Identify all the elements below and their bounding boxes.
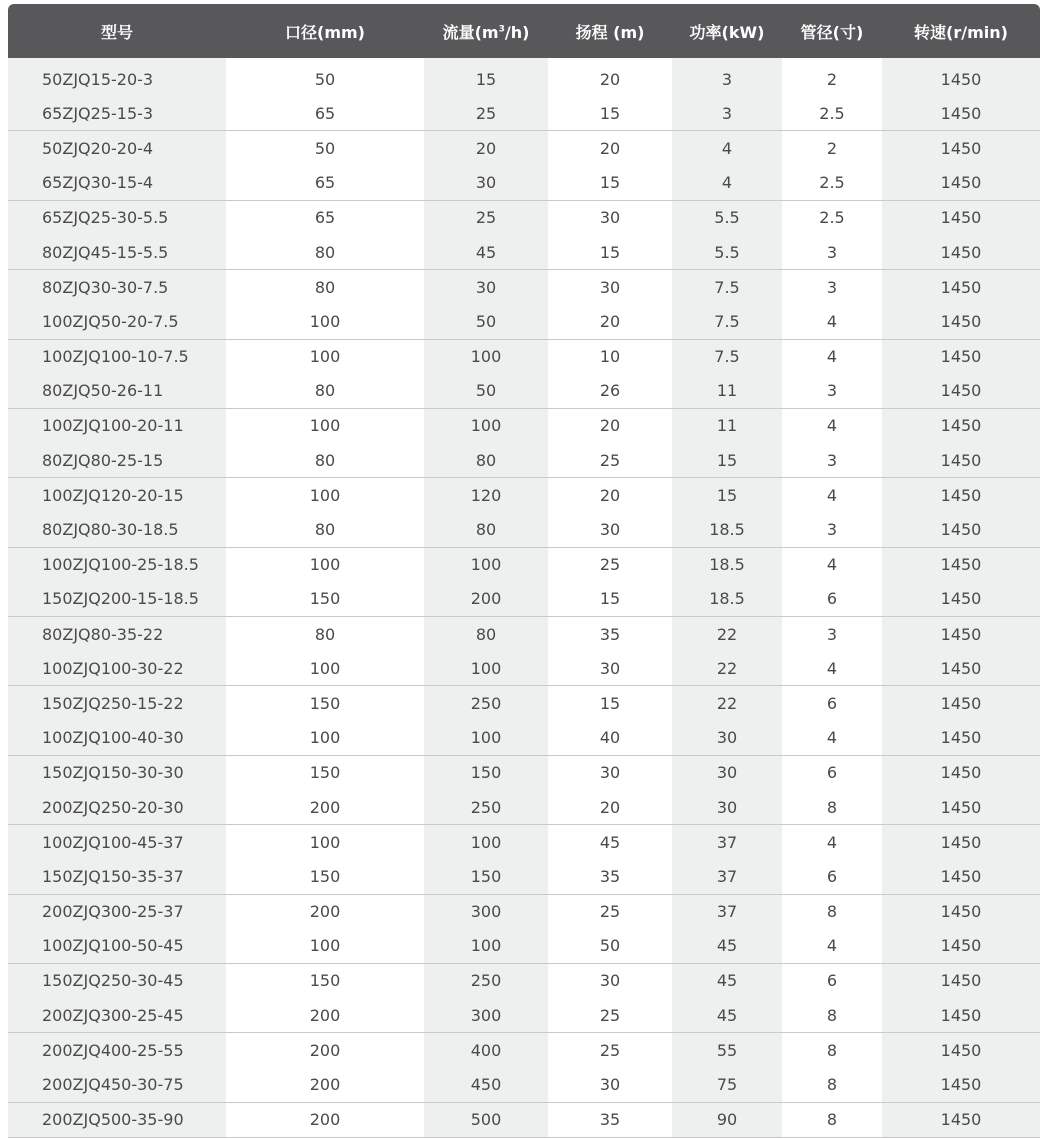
cell-flow: 200 (424, 582, 548, 617)
cell-pipe: 3 (782, 374, 882, 409)
cell-speed: 1450 (882, 1033, 1040, 1068)
cell-power: 18.5 (672, 582, 782, 617)
cell-model: 200ZJQ450-30-75 (8, 1067, 226, 1102)
cell-model: 200ZJQ300-25-37 (8, 894, 226, 929)
cell-pipe: 3 (826, 624, 838, 644)
cell-flow: 500 (424, 1102, 548, 1137)
cell-head: 30 (599, 763, 621, 783)
cell-diameter: 200 (226, 998, 424, 1033)
cell-speed: 1450 (882, 894, 1040, 929)
table-row (8, 374, 1040, 409)
table-row (8, 547, 1040, 582)
cell-model: 100ZJQ50-20-7.5 (8, 304, 226, 339)
cell-power: 18.5 (672, 512, 782, 547)
cell-model: 50ZJQ20-20-4 (8, 131, 226, 166)
cell-speed: 1450 (882, 96, 1040, 131)
table-row (8, 235, 1040, 270)
cell-pipe: 8 (782, 790, 882, 825)
cell-speed: 1450 (882, 235, 1040, 270)
cell-speed: 1450 (882, 651, 1040, 686)
cell-speed: 1450 (882, 270, 1040, 305)
cell-power: 30 (672, 755, 782, 790)
cell-pipe: 8 (782, 1067, 882, 1102)
cell-pipe: 3 (826, 277, 838, 297)
cell-diameter: 200 (226, 790, 424, 825)
cell-pipe: 2.5 (782, 96, 882, 131)
table-row (8, 512, 1040, 547)
cell-diameter: 100 (309, 347, 341, 367)
cell-diameter: 150 (226, 582, 424, 617)
cell-power: 45 (672, 929, 782, 964)
cell-model: 80ZJQ80-25-15 (8, 443, 226, 478)
cell-flow: 15 (424, 62, 548, 96)
cell-pipe: 8 (782, 1102, 882, 1137)
table-row (8, 617, 1040, 652)
cell-flow: 250 (424, 686, 548, 721)
cell-head: 25 (599, 555, 621, 575)
header-power: 功率(kW) (672, 4, 782, 58)
header-speed: 转速(r/min) (882, 4, 1040, 58)
table-row (8, 929, 1040, 964)
cell-head: 30 (548, 651, 672, 686)
header-model: 型号 (8, 4, 226, 58)
cell-head: 15 (548, 166, 672, 201)
cell-model: 100ZJQ100-25-18.5 (8, 547, 226, 582)
cell-speed: 1450 (882, 859, 1040, 894)
cell-diameter: 150 (309, 971, 341, 991)
cell-pipe: 8 (826, 902, 838, 922)
cell-power: 37 (672, 859, 782, 894)
cell-model: 80ZJQ45-15-5.5 (8, 235, 226, 270)
cell-pipe: 2.5 (782, 166, 882, 201)
cell-flow: 100 (424, 547, 548, 582)
table-body (8, 58, 1040, 1137)
table-row (8, 339, 1040, 374)
cell-speed: 1450 (882, 443, 1040, 478)
cell-diameter: 200 (309, 1040, 341, 1060)
cell-flow: 20 (424, 131, 548, 166)
cell-head: 15 (548, 582, 672, 617)
cell-head: 35 (548, 1102, 672, 1137)
cell-head: 45 (599, 832, 621, 852)
cell-diameter: 80 (226, 235, 424, 270)
cell-head: 20 (548, 790, 672, 825)
cell-flow: 300 (424, 998, 548, 1033)
cell-head: 20 (599, 69, 621, 89)
cell-speed: 1450 (882, 339, 1040, 374)
cell-speed: 1450 (882, 998, 1040, 1033)
cell-pipe: 4 (782, 651, 882, 686)
cell-speed: 1450 (882, 929, 1040, 964)
cell-model: 200ZJQ300-25-45 (8, 998, 226, 1033)
cell-diameter: 150 (226, 859, 424, 894)
cell-power: 15 (672, 478, 782, 513)
cell-model: 65ZJQ25-30-5.5 (8, 200, 226, 235)
cell-model: 80ZJQ50-26-11 (8, 374, 226, 409)
cell-model: 150ZJQ150-35-37 (8, 859, 226, 894)
cell-power: 11 (672, 374, 782, 409)
cell-flow: 25 (424, 200, 548, 235)
cell-diameter: 100 (226, 304, 424, 339)
cell-diameter: 80 (226, 374, 424, 409)
cell-power: 3 (672, 62, 782, 96)
cell-model: 200ZJQ400-25-55 (8, 1033, 226, 1068)
cell-diameter: 50 (314, 69, 336, 89)
cell-power: 45 (672, 998, 782, 1033)
cell-pipe: 4 (782, 304, 882, 339)
table-row (8, 304, 1040, 339)
table-row (8, 408, 1040, 443)
cell-speed: 1450 (882, 721, 1040, 756)
cell-power: 7.5 (672, 304, 782, 339)
table-row (8, 96, 1040, 131)
cell-model: 100ZJQ100-45-37 (8, 825, 226, 860)
cell-power: 22 (672, 651, 782, 686)
cell-flow: 150 (424, 755, 548, 790)
cell-head: 15 (599, 693, 621, 713)
table-row (8, 200, 1040, 235)
cell-model: 150ZJQ250-15-22 (8, 686, 226, 721)
cell-power: 55 (672, 1033, 782, 1068)
cell-flow: 100 (424, 825, 548, 860)
cell-pipe: 4 (826, 555, 838, 575)
cell-diameter: 65 (226, 166, 424, 201)
cell-head: 25 (548, 443, 672, 478)
cell-pipe: 3 (782, 235, 882, 270)
cell-speed: 1450 (882, 374, 1040, 409)
cell-head: 30 (599, 277, 621, 297)
cell-head: 50 (548, 929, 672, 964)
table-row (8, 582, 1040, 617)
table-row (8, 825, 1040, 860)
header-pipe: 管径(寸) (782, 4, 882, 58)
cell-diameter: 80 (226, 443, 424, 478)
cell-model: 100ZJQ100-50-45 (8, 929, 226, 964)
cell-pipe: 4 (826, 485, 838, 505)
cell-flow: 30 (424, 166, 548, 201)
cell-power: 4 (672, 166, 782, 201)
cell-flow: 400 (424, 1033, 548, 1068)
cell-flow: 50 (424, 374, 548, 409)
cell-pipe: 4 (826, 832, 838, 852)
cell-speed: 1450 (882, 547, 1040, 582)
cell-speed: 1450 (882, 755, 1040, 790)
cell-model: 100ZJQ100-30-22 (8, 651, 226, 686)
table-row (8, 270, 1040, 305)
cell-power: 30 (672, 790, 782, 825)
cell-speed: 1450 (882, 582, 1040, 617)
cell-head: 20 (599, 485, 621, 505)
cell-flow: 120 (424, 478, 548, 513)
cell-speed: 1450 (882, 512, 1040, 547)
cell-power: 75 (672, 1067, 782, 1102)
table-row (8, 62, 1040, 96)
cell-head: 26 (548, 374, 672, 409)
cell-speed: 1450 (882, 790, 1040, 825)
cell-pipe: 6 (826, 971, 838, 991)
table-row (8, 859, 1040, 894)
cell-power: 5.5 (672, 235, 782, 270)
cell-flow: 100 (424, 339, 548, 374)
cell-flow: 250 (424, 963, 548, 998)
cell-model: 50ZJQ15-20-3 (8, 62, 226, 96)
header-diameter: 口径(mm) (226, 4, 424, 58)
cell-diameter: 200 (309, 902, 341, 922)
cell-pipe: 4 (826, 416, 838, 436)
cell-pipe: 8 (782, 998, 882, 1033)
cell-model: 100ZJQ100-10-7.5 (8, 339, 226, 374)
cell-pipe: 6 (826, 763, 838, 783)
cell-head: 20 (599, 416, 621, 436)
table-row (8, 478, 1040, 513)
cell-head: 35 (548, 859, 672, 894)
cell-pipe: 2.5 (819, 208, 845, 228)
cell-model: 100ZJQ120-20-15 (8, 478, 226, 513)
cell-speed: 1450 (882, 62, 1040, 96)
cell-model: 100ZJQ100-40-30 (8, 721, 226, 756)
cell-model: 150ZJQ250-30-45 (8, 963, 226, 998)
cell-model: 100ZJQ100-20-11 (8, 408, 226, 443)
cell-flow: 80 (424, 617, 548, 652)
cell-pipe: 6 (782, 582, 882, 617)
cell-pipe: 4 (826, 347, 838, 367)
cell-power: 11 (672, 408, 782, 443)
cell-flow: 100 (424, 651, 548, 686)
table-row (8, 166, 1040, 201)
cell-model: 65ZJQ25-15-3 (8, 96, 226, 131)
cell-flow: 100 (424, 929, 548, 964)
cell-model: 80ZJQ80-30-18.5 (8, 512, 226, 547)
cell-head: 35 (599, 624, 621, 644)
cell-speed: 1450 (882, 963, 1040, 998)
cell-speed: 1450 (882, 617, 1040, 652)
table-row (8, 721, 1040, 756)
table-row (8, 790, 1040, 825)
cell-speed: 1450 (882, 408, 1040, 443)
cell-diameter: 200 (226, 1067, 424, 1102)
cell-diameter: 80 (314, 624, 336, 644)
cell-flow: 450 (424, 1067, 548, 1102)
cell-pipe: 6 (826, 693, 838, 713)
cell-diameter: 100 (226, 929, 424, 964)
cell-model: 80ZJQ80-35-22 (8, 617, 226, 652)
cell-speed: 1450 (882, 825, 1040, 860)
table-row (8, 443, 1040, 478)
cell-pipe: 8 (826, 1040, 838, 1060)
cell-diameter: 50 (314, 138, 336, 158)
cell-diameter: 100 (309, 416, 341, 436)
pump-spec-table (8, 4, 1040, 1138)
cell-power: 7.5 (672, 270, 782, 305)
cell-power: 4 (672, 131, 782, 166)
cell-diameter: 80 (314, 277, 336, 297)
cell-head: 30 (599, 971, 621, 991)
cell-head: 30 (548, 512, 672, 547)
cell-speed: 1450 (882, 131, 1040, 166)
cell-diameter: 150 (309, 763, 341, 783)
cell-flow: 100 (424, 408, 548, 443)
cell-diameter: 150 (309, 693, 341, 713)
cell-model: 65ZJQ30-15-4 (8, 166, 226, 201)
cell-flow: 80 (424, 443, 548, 478)
header-flow: 流量$(m^3/h)$ (424, 4, 548, 58)
table-row (8, 686, 1040, 721)
cell-head: 15 (548, 235, 672, 270)
cell-power: 15 (672, 443, 782, 478)
cell-power: 22 (672, 686, 782, 721)
cell-power: 3 (672, 96, 782, 131)
cell-diameter: 100 (226, 651, 424, 686)
cell-pipe: 4 (782, 929, 882, 964)
cell-head: 25 (599, 1040, 621, 1060)
cell-head: 25 (599, 902, 621, 922)
cell-power: 30 (672, 721, 782, 756)
table-row (8, 755, 1040, 790)
cell-diameter: 100 (309, 832, 341, 852)
cell-head: 20 (599, 138, 621, 158)
cell-pipe: 3 (782, 512, 882, 547)
cell-model: 150ZJQ150-30-30 (8, 755, 226, 790)
cell-power: 45 (672, 963, 782, 998)
cell-diameter: 100 (226, 721, 424, 756)
cell-diameter: 100 (309, 555, 341, 575)
cell-model: 80ZJQ30-30-7.5 (8, 270, 226, 305)
cell-head: 10 (599, 347, 621, 367)
cell-pipe: 3 (782, 443, 882, 478)
cell-flow: 100 (424, 721, 548, 756)
cell-head: 40 (548, 721, 672, 756)
cell-head: 30 (548, 1067, 672, 1102)
header-head: 扬程 (m) (548, 4, 672, 58)
cell-pipe: 6 (782, 859, 882, 894)
cell-speed: 1450 (882, 686, 1040, 721)
cell-speed: 1450 (882, 478, 1040, 513)
cell-power: 37 (672, 825, 782, 860)
cell-head: 15 (548, 96, 672, 131)
cell-speed: 1450 (882, 200, 1040, 235)
cell-head: 20 (548, 304, 672, 339)
cell-diameter: 80 (226, 512, 424, 547)
table-header-row (8, 4, 1040, 58)
cell-speed: 1450 (882, 166, 1040, 201)
cell-flow: 50 (424, 304, 548, 339)
cell-power: 7.5 (672, 339, 782, 374)
cell-flow: 300 (424, 894, 548, 929)
cell-model: 150ZJQ200-15-18.5 (8, 582, 226, 617)
cell-diameter: 65 (314, 208, 336, 228)
cell-flow: 30 (424, 270, 548, 305)
cell-speed: 1450 (882, 304, 1040, 339)
table-row (8, 963, 1040, 998)
cell-flow: 150 (424, 859, 548, 894)
cell-flow: 25 (424, 96, 548, 131)
table-row (8, 131, 1040, 166)
cell-speed: 1450 (882, 1102, 1040, 1137)
cell-diameter: 200 (226, 1102, 424, 1137)
table-row (8, 651, 1040, 686)
cell-model: 200ZJQ500-35-90 (8, 1102, 226, 1137)
cell-power: 37 (672, 894, 782, 929)
cell-head: 25 (548, 998, 672, 1033)
cell-diameter: 65 (226, 96, 424, 131)
cell-pipe: 4 (782, 721, 882, 756)
cell-power: 22 (672, 617, 782, 652)
table-row (8, 1033, 1040, 1068)
cell-model: 200ZJQ250-20-30 (8, 790, 226, 825)
cell-flow: 80 (424, 512, 548, 547)
table-row (8, 1102, 1040, 1137)
cell-pipe: 2 (826, 138, 838, 158)
table-row (8, 998, 1040, 1033)
cell-power: 5.5 (672, 200, 782, 235)
cell-flow: 250 (424, 790, 548, 825)
cell-flow: 45 (424, 235, 548, 270)
cell-diameter: 100 (309, 485, 341, 505)
cell-power: 18.5 (672, 547, 782, 582)
cell-speed: 1450 (882, 1067, 1040, 1102)
cell-power: 90 (672, 1102, 782, 1137)
pump-spec-table-container (8, 4, 1040, 1138)
table-row (8, 894, 1040, 929)
cell-head: 30 (599, 208, 621, 228)
table-row (8, 1067, 1040, 1102)
cell-pipe: 2 (826, 69, 838, 89)
